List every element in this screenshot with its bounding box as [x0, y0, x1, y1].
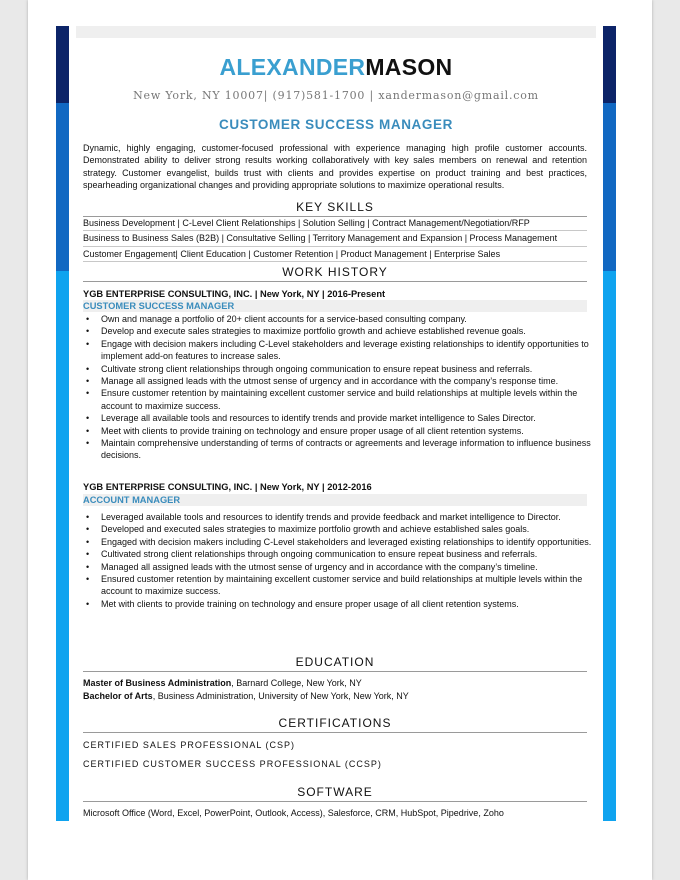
list-item: • Manage all assigned leads with the utmost sense of urgency and in accordance with the company’s response time. — [101, 375, 599, 387]
degree-detail: , Business Administration, University of New York, New York, NY — [152, 690, 409, 701]
education-entry — [83, 690, 587, 703]
degree-detail: , Barnard College, New York, NY — [231, 678, 362, 688]
list-item: • Meet with clients to provide training on technology and ensure proper usage of all client retention systems. — [101, 425, 599, 437]
degree: Master of Business Administration — [83, 678, 232, 688]
top-strip — [76, 26, 596, 38]
list-item: • Maintain comprehensive understanding of terms of contracts or agreements and leverage information to influence business decisions. — [101, 437, 599, 462]
skills-list — [83, 216, 587, 262]
list-item: • Own and manage a portfolio of 20+ client accounts for a service-based consulting company. — [101, 313, 599, 325]
list-item: • Met with clients to provide training on technology and ensure proper usage of all client retention systems. — [101, 598, 599, 610]
job-company-line: YGB ENTERPRISE CONSULTING, INC. | New York, NY | 2016-Present — [83, 289, 386, 299]
job-company-line: YGB ENTERPRISE CONSULTING, INC. | New York, NY | 2012-2016 — [83, 482, 372, 492]
list-item: • Develop and execute sales strategies to maximize portfolio growth and achieve established revenue goals. — [101, 325, 599, 337]
left-color-bar — [56, 26, 69, 821]
job-bullets — [83, 313, 599, 462]
list-item: • Engaged with decision makers including C-Level stakeholders and leveraged existing relationships to identify opportunities. — [101, 536, 599, 548]
skills-line: Customer Engagement| Client Education | Customer Retention | Product Management | Enterprise Sales — [83, 247, 587, 262]
right-color-bar — [603, 26, 616, 821]
degree: Bachelor of Arts — [83, 690, 153, 701]
certifications-heading: CERTIFICATIONS — [83, 716, 587, 733]
education-heading: EDUCATION — [83, 655, 587, 672]
job-title: ACCOUNT MANAGER — [83, 494, 587, 506]
list-item: • Leverage all available tools and resources to identify trends and provide market intelligence to Sales Director. — [101, 412, 599, 424]
skills-line: Business Development | C-Level Client Relationships | Solution Selling | Contract Management/Negotiation/RFP — [83, 216, 587, 231]
resume-page — [28, 0, 652, 880]
software-heading: SOFTWARE — [83, 785, 587, 802]
work-history-heading: WORK HISTORY — [83, 265, 587, 282]
list-item: • Engage with decision makers including C-Level stakeholders and leverage existing relationships to identify opportunities to implement add-on features to increase sales. — [101, 338, 599, 363]
certification-item: CERTIFIED CUSTOMER SUCCESS PROFESSIONAL (CCSP) — [83, 759, 382, 769]
list-item: • Developed and executed sales strategies to maximize portfolio growth and achieve established sales goals. — [101, 523, 599, 535]
list-item: • Managed all assigned leads with the utmost sense of urgency and in accordance with the company’s timeline. — [101, 561, 599, 573]
job-bullets — [83, 511, 599, 610]
job-title: CUSTOMER SUCCESS MANAGER — [83, 300, 587, 312]
summary-paragraph: Dynamic, highly engaging, customer-focused professional with experience managing high profile customer accounts. Demonstrated ability to deliver strong results working collaboratively with key sales members on renewal and retention strategy. Customer evangelist, builds trust with clients and provides expertise on product training and best practices, spearheading organizational changes and providing appropriate solutions to maximize operational results. — [83, 143, 587, 191]
list-item: • Leveraged available tools and resources to identify trends and provide feedback and market intelligence to Director. — [101, 511, 599, 523]
list-item: • Ensure customer retention by maintaining excellent customer service and build relationships at multiple levels within the account to maximize success. — [101, 387, 599, 412]
education-entry — [83, 677, 587, 690]
last-name: MASON — [365, 54, 453, 80]
first-name: ALEXANDER — [219, 54, 366, 80]
skills-heading: KEY SKILLS — [83, 200, 587, 217]
candidate-name — [76, 52, 596, 82]
list-item: • Cultivated strong client relationships through ongoing communication to ensure repeat business and referrals. — [101, 548, 599, 560]
software-list: Microsoft Office (Word, Excel, PowerPoint, Outlook, Access), Salesforce, CRM, HubSpot, Pipedrive, Zoho — [83, 808, 504, 818]
education-list — [83, 677, 587, 702]
contact-line: New York, NY 10007| (917)581-1700 | xandermason@gmail.com — [133, 89, 539, 102]
list-item: • Ensured customer retention by maintaining excellent customer service and build relationships at multiple levels within the account to maximize success. — [101, 573, 599, 598]
certification-item: CERTIFIED SALES PROFESSIONAL (CSP) — [83, 740, 296, 750]
job-target-title: CUSTOMER SUCCESS MANAGER — [219, 117, 453, 132]
list-item: • Cultivate strong client relationships through ongoing communication to ensure repeat business and referrals. — [101, 363, 599, 375]
skills-line: Business to Business Sales (B2B) | Consultative Selling | Territory Management and Expansion | Process Management — [83, 231, 587, 246]
